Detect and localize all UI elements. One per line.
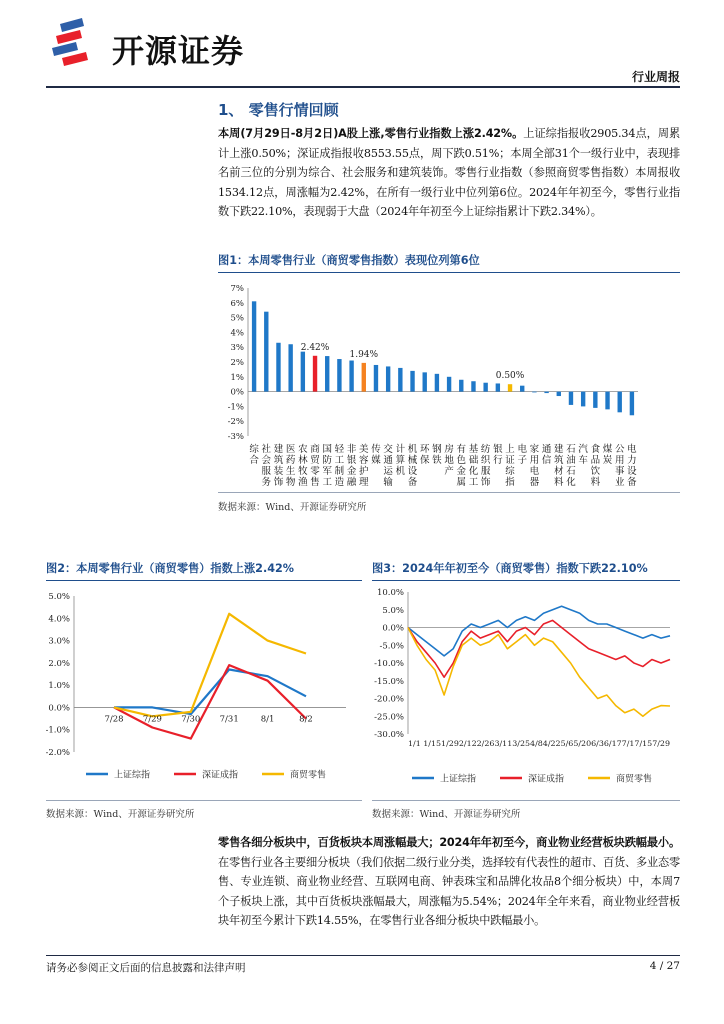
x-category-label-char: 务: [261, 477, 272, 488]
x-category-label-char: 汽: [578, 444, 588, 455]
x-tick-label: 7/29: [142, 714, 162, 725]
x-category-label-char: 综: [249, 444, 259, 455]
x-category-label-char: 化: [468, 466, 479, 477]
x-category-label-char: 料: [554, 477, 564, 488]
figure3-top-rule: [372, 580, 680, 581]
bar-9: [349, 361, 353, 392]
x-category-label-char: 属: [456, 477, 467, 488]
y-tick-label: 3%: [230, 343, 244, 354]
y-tick-label: 0.0%: [48, 703, 70, 714]
paragraph-body: 在零售行业各主要细分板块（我们依据二级行业分类，选择较有代表性的超市、百货、多业态零售、专业连锁、商业物业经营、互联网电商、钟表珠宝和品牌化妆品8个细分板块）中，本周7个子板块上涨，其中百货板块涨幅最大，周涨幅为5.54%；2024年全年来看，商业物业经营板块年初至今累计下跌14.55%，在零售行业各细分板块中跌幅最小。: [218, 855, 680, 927]
bar-13: [398, 368, 402, 392]
figure1-top-rule: [218, 272, 680, 273]
x-category-label-char: 银: [346, 455, 357, 466]
bar-5: [301, 352, 305, 392]
bar-31: [618, 392, 622, 413]
y-tick-label: 10.0%: [376, 588, 404, 598]
weekly-line-chart: [46, 584, 362, 794]
bar-22: [508, 384, 512, 391]
x-category-label-char: 纺: [480, 444, 491, 455]
footer-disclaimer: 请务必参阅正文后面的信息披露和法律声明: [46, 962, 246, 974]
bar-17: [447, 377, 451, 392]
x-category-label-char: 售: [310, 477, 320, 488]
y-tick-label: -2%: [227, 417, 244, 428]
x-category-label-char: 传: [371, 444, 381, 455]
x-category-label-char: 饮: [590, 466, 601, 477]
x-category-label-char: 油: [566, 455, 576, 466]
x-category-label-char: 美: [359, 444, 369, 455]
x-category-label-char: 装: [273, 466, 284, 477]
x-category-label-char: 石: [566, 466, 576, 477]
y-tick-label: -15.0%: [374, 676, 404, 687]
bar-8: [337, 359, 341, 392]
legend-label: 深证成指: [202, 770, 239, 781]
x-category-label-char: 饰: [273, 477, 284, 488]
x-category-label-char: 牧: [298, 466, 308, 477]
x-category-label-char: 事: [614, 466, 625, 477]
y-tick-label: -2.0%: [46, 748, 70, 758]
bar-27: [569, 392, 573, 405]
x-category-label-char: 媒: [371, 455, 381, 466]
legend-label: 上证综指: [114, 770, 151, 781]
x-category-label-char: 通: [383, 455, 393, 466]
x-category-label-char: 料: [590, 477, 601, 488]
x-category-label-char: 国: [322, 444, 332, 455]
y-tick-label: 5.0%: [48, 592, 70, 602]
x-category-label-char: 容: [359, 455, 369, 466]
y-tick-label: -3%: [227, 432, 244, 442]
industry-bar-chart: [218, 276, 680, 488]
x-category-label-char: 理: [359, 477, 369, 488]
x-category-label-char: 煤: [602, 444, 613, 455]
x-category-label-char: 材: [554, 466, 564, 477]
x-category-label-char: 算: [395, 455, 406, 466]
x-category-label-char: 零: [310, 466, 320, 477]
y-tick-label: 4%: [230, 328, 244, 339]
x-category-label-char: 电: [529, 466, 540, 477]
x-category-label-char: 服: [261, 466, 272, 477]
x-category-label-char: 电: [627, 444, 637, 455]
x-category-label-char: 设: [407, 466, 418, 477]
y-tick-label: 1%: [230, 372, 244, 383]
x-category-label-char: 织: [480, 455, 491, 466]
bar-26: [557, 392, 561, 396]
y-tick-label: -30.0%: [374, 730, 404, 740]
x-category-label-char: 制: [334, 466, 345, 477]
bar-29: [593, 392, 597, 408]
x-category-label-char: 子: [517, 455, 527, 466]
x-category-label-char: 设: [627, 466, 637, 477]
x-tick-label: 7/28: [104, 714, 124, 725]
data-label: 1.94%: [349, 349, 379, 360]
x-category-label-char: 力: [627, 455, 637, 466]
legend-label: 商贸零售: [290, 770, 327, 781]
y-tick-label: 2%: [230, 358, 244, 368]
x-category-label-char: 非: [346, 444, 357, 455]
y-tick-label: 5%: [230, 313, 244, 324]
x-category-label-char: 公: [614, 444, 625, 455]
x-category-label-char: 护: [359, 466, 369, 477]
y-tick-label: -25.0%: [374, 712, 404, 723]
bar-30: [605, 392, 609, 410]
x-category-label-char: 筑: [273, 455, 284, 466]
x-category-label-char: 机: [407, 444, 418, 455]
x-category-label-char: 基: [468, 444, 479, 455]
x-category-label-char: 备: [627, 477, 637, 488]
x-category-label-char: 饰: [480, 477, 491, 488]
bar-21: [496, 383, 500, 391]
bar-16: [435, 374, 439, 392]
y-tick-label: -1.0%: [46, 725, 70, 736]
figure3-title: 图3：2024年年初至今（商贸零售）指数下跌22.10%: [372, 562, 648, 575]
x-category-label-char: 家: [529, 444, 540, 455]
x-category-label-char: 础: [468, 455, 479, 466]
legend-label: 商贸零售: [616, 774, 653, 785]
x-category-label-char: 环: [419, 444, 430, 455]
figure2-bottom-rule: [46, 800, 362, 801]
report-type: 行业周报: [631, 70, 680, 84]
y-tick-label: 1.0%: [48, 681, 70, 692]
x-category-label-char: 品: [590, 455, 601, 466]
x-tick-label: 8/2: [299, 714, 313, 725]
x-category-label-char: 产: [444, 466, 454, 477]
y-tick-label: -10.0%: [374, 659, 404, 669]
x-category-label-char: 工: [322, 477, 332, 488]
y-tick-label: 0.0%: [382, 623, 404, 634]
x-category-label-char: 建: [273, 444, 284, 455]
figure1-bottom-rule: [218, 492, 680, 493]
y-tick-label: -1%: [227, 402, 244, 413]
bar-3: [276, 343, 280, 392]
x-category-label-char: 医: [285, 444, 296, 455]
x-category-label-char: 运: [383, 466, 393, 477]
x-category-label-char: 服: [480, 466, 491, 477]
section-title: 1、 零售行情回顾: [218, 101, 339, 119]
x-tick-labels: 1/1 1/151/292/122/263/113/254/84/225/65/206/36/177/17/157/29: [408, 739, 671, 748]
x-category-label-char: 铁: [432, 455, 442, 466]
x-category-label-char: 筑: [554, 455, 564, 466]
paragraph-market-review: [218, 124, 680, 222]
x-category-label-char: 石: [566, 444, 576, 455]
data-label: 2.42%: [300, 342, 330, 353]
bar-4: [288, 344, 292, 391]
x-category-label-char: 机: [395, 466, 406, 477]
paragraph-lead: 本周(7月29日-8月2日)A股上涨,零售行业指数上涨2.42%。: [218, 127, 524, 140]
ytd-line-chart: [372, 584, 680, 794]
x-category-label-char: 军: [322, 466, 332, 477]
legend-label: 上证综指: [440, 774, 477, 785]
figure2-title: 图2：本周零售行业（商贸零售）指数上涨2.42%: [46, 562, 294, 575]
x-category-label-char: 车: [578, 455, 588, 466]
series-line-2: [408, 620, 670, 677]
figure3-bottom-rule: [372, 800, 680, 801]
x-category-label-char: 指: [505, 477, 515, 488]
bar-19: [471, 381, 475, 391]
bar-25: [544, 392, 548, 393]
bar-10: [362, 363, 366, 392]
bar-15: [423, 372, 427, 391]
x-category-label-char: 融: [346, 477, 357, 488]
company-name: 开源证券: [112, 32, 245, 70]
x-category-label-char: 用: [614, 455, 625, 466]
x-category-label-char: 社: [261, 444, 272, 455]
series-line-2: [114, 665, 306, 739]
x-category-label-char: 上: [505, 444, 515, 455]
x-category-label-char: 证: [505, 455, 515, 466]
y-tick-label: 3.0%: [48, 636, 70, 647]
x-category-label-char: 色: [456, 455, 467, 466]
figure2-source: 数据来源：Wind、开源证券研究所: [46, 809, 195, 820]
x-category-label-char: 综: [505, 466, 515, 477]
x-category-label-char: 通: [541, 444, 552, 455]
x-category-label-char: 信: [541, 455, 552, 466]
x-category-label-char: 地: [444, 455, 454, 466]
data-label: 0.50%: [495, 371, 525, 382]
x-category-label-char: 用: [529, 455, 540, 466]
x-category-label-char: 行: [493, 455, 503, 466]
bar-7: [325, 356, 329, 392]
figure1-source: 数据来源：Wind、开源证券研究所: [218, 502, 367, 513]
x-category-label-char: 金: [456, 466, 467, 477]
x-category-label-char: 防: [322, 455, 332, 466]
y-tick-label: 7%: [230, 284, 244, 294]
paragraph-lead: 零售各细分板块中，百货板块本周涨幅最大；2024年年初至今，商业物业经营板块跌幅最小。: [218, 836, 680, 849]
x-category-label-char: 工: [468, 477, 479, 488]
x-category-label-char: 林: [298, 455, 308, 466]
y-tick-label: 0%: [230, 387, 244, 398]
x-category-label-char: 商: [310, 444, 320, 455]
bar-11: [374, 365, 378, 392]
bar-6: [313, 356, 317, 392]
x-category-label-char: 合: [249, 455, 259, 466]
bar-12: [386, 366, 390, 391]
header-divider: [46, 86, 680, 88]
x-category-label-char: 计: [395, 444, 406, 455]
x-category-label-char: 电: [517, 444, 527, 455]
x-category-label-char: 械: [407, 455, 418, 466]
x-category-label-char: 器: [529, 477, 540, 488]
bar-1: [252, 301, 256, 391]
paragraph-body: 上证综指报收2905.34点，周累计上涨0.50%；深证成指报收8553.55点，周下跌0.51%；本周全部31个一级行业中，表现排名前三位的分别为综合、社会服务和建筑装饰。零售行业指数（参照商贸零售指数）本周报收1534.12点，周涨幅为2.42%，在所有一级行业中位列第6位。2024年年初至今，零售行业指数下跌22.10%，表现弱于大盘（2024年年初至今上证综指累计下跌2.34%）。: [218, 127, 680, 218]
x-category-label-char: 房: [444, 444, 454, 455]
x-category-label-char: 金: [346, 466, 357, 477]
footer-divider: [46, 955, 680, 956]
y-tick-label: 6%: [230, 298, 244, 309]
x-category-label-char: 药: [285, 455, 296, 466]
bar-20: [483, 383, 487, 392]
bar-24: [532, 392, 536, 393]
x-tick-label: 8/1: [260, 714, 275, 725]
x-tick-label: 7/30: [181, 714, 201, 725]
x-category-label-char: 业: [614, 477, 625, 488]
y-tick-label: 5.0%: [382, 605, 404, 616]
y-tick-label: -5.0%: [379, 641, 404, 652]
figure3-source: 数据来源：Wind、开源证券研究所: [372, 809, 521, 820]
x-category-label-char: 建: [554, 444, 564, 455]
legend-label: 深证成指: [528, 774, 565, 785]
x-category-label-char: 物: [285, 477, 296, 488]
figure2-top-rule: [46, 580, 362, 581]
x-category-label-char: 炭: [602, 455, 613, 466]
x-category-label-char: 轻: [334, 444, 345, 455]
x-category-label-char: 工: [334, 455, 345, 466]
x-tick-label: 7/31: [219, 714, 239, 725]
x-category-label-char: 交: [383, 444, 393, 455]
paragraph-subsector: [218, 833, 680, 931]
x-category-label-char: 生: [285, 466, 296, 477]
y-tick-label: 4.0%: [48, 614, 70, 625]
x-category-label-char: 输: [383, 477, 393, 488]
x-category-label-char: 银: [493, 444, 503, 455]
page-number: 4 / 27: [649, 960, 680, 972]
x-category-label-char: 有: [456, 444, 467, 455]
bar-23: [520, 386, 524, 392]
x-category-label-char: 造: [334, 477, 345, 488]
x-category-label-char: 备: [407, 477, 418, 488]
y-tick-label: -20.0%: [374, 694, 404, 705]
y-tick-label: 2.0%: [48, 658, 70, 669]
bar-2: [264, 312, 268, 392]
bar-14: [410, 371, 414, 392]
series-line-1: [408, 606, 670, 656]
kaiyuan-logo-icon: [46, 16, 106, 70]
bar-32: [630, 392, 634, 416]
x-category-label-char: 会: [261, 455, 272, 466]
bar-28: [581, 392, 585, 407]
x-category-label-char: 化: [566, 477, 576, 488]
x-category-label-char: 保: [419, 455, 430, 466]
x-category-label-char: 农: [298, 444, 308, 455]
x-category-label-char: 食: [590, 444, 601, 455]
x-category-label-char: 渔: [298, 477, 308, 488]
x-category-label-char: 钢: [432, 444, 442, 455]
x-category-label-char: 贸: [310, 455, 320, 466]
bar-18: [459, 380, 463, 392]
figure1-title: 图1：本周零售行业（商贸零售指数）表现位列第6位: [218, 254, 480, 267]
